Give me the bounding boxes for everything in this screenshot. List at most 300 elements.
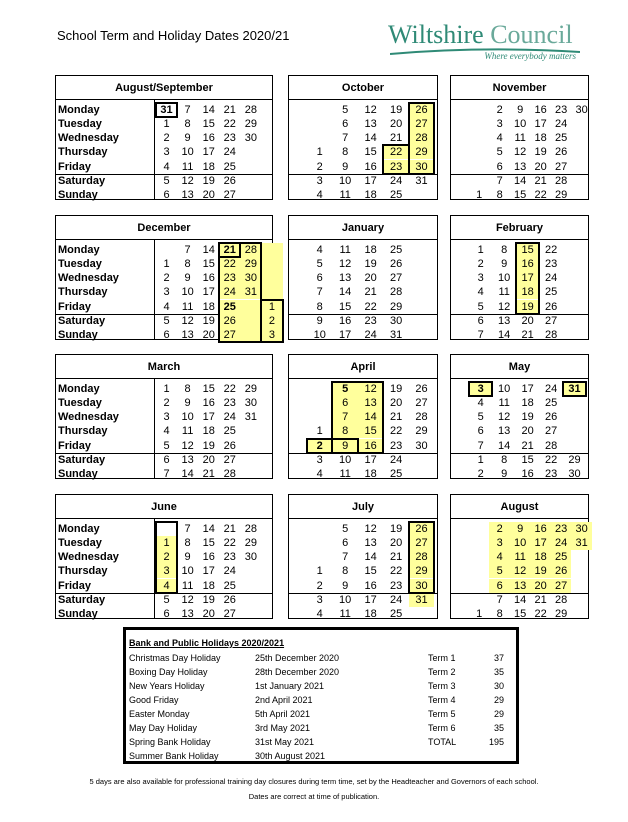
date-cell: 10 xyxy=(498,272,511,284)
month-may xyxy=(450,354,589,479)
date-cell: 20 xyxy=(389,537,403,549)
date-cell: 9 xyxy=(501,258,508,270)
date-cell: 22 xyxy=(534,608,547,620)
date-cell: 26 xyxy=(544,411,558,423)
date-cell: 9 xyxy=(342,580,349,592)
date-cell: 23 xyxy=(389,580,403,592)
date-cell: 16 xyxy=(516,257,539,271)
date-cell: 13 xyxy=(510,579,530,593)
label-separator xyxy=(154,379,155,478)
month-grid xyxy=(55,100,273,200)
month-name: July xyxy=(288,494,438,519)
date-cell: 27 xyxy=(409,536,434,550)
day-label-tuesday: Tuesday xyxy=(58,258,102,270)
logo-wordmark: Wiltshire Council xyxy=(388,20,573,49)
date-cell: 7 xyxy=(342,551,349,563)
date-cell: 23 xyxy=(544,468,558,480)
date-cell: 12 xyxy=(339,258,352,270)
date-cell: 13 xyxy=(181,454,194,466)
date-cell: 14 xyxy=(358,410,383,424)
date-cell: 12 xyxy=(181,175,194,187)
holiday-name: Boxing Day Holiday xyxy=(129,667,208,677)
date-cell: 11 xyxy=(498,286,510,298)
date-cell: 5 xyxy=(477,411,484,423)
holiday-date: 31st May 2021 xyxy=(255,737,315,747)
date-cell: 15 xyxy=(339,301,352,313)
date-cell: 30 xyxy=(568,468,581,480)
date-cell: 17 xyxy=(516,271,539,285)
date-cell: 9 xyxy=(510,522,530,536)
date-cell: 30 xyxy=(389,315,403,327)
month-october xyxy=(288,75,438,200)
date-cell: 16 xyxy=(202,397,215,409)
date-cell: 26 xyxy=(219,314,240,328)
date-cell: 6 xyxy=(316,272,323,284)
date-cell: 4 xyxy=(316,608,323,620)
month-december xyxy=(55,215,276,341)
date-cell: 1 xyxy=(316,146,323,158)
date-cell: 2 xyxy=(307,439,332,453)
date-cell: 28 xyxy=(555,594,568,606)
date-cell: 11 xyxy=(339,189,351,201)
term-row xyxy=(428,652,508,665)
date-cell: 6 xyxy=(163,189,170,201)
date-cell: 1 xyxy=(476,608,483,620)
date-cell: 24 xyxy=(223,411,236,423)
date-cell: 8 xyxy=(496,189,503,201)
date-cell: 6 xyxy=(477,315,484,327)
date-cell: 24 xyxy=(223,146,236,158)
month-name: May xyxy=(450,354,589,379)
date-cell: 13 xyxy=(181,189,194,201)
date-cell: 2 xyxy=(477,258,484,270)
date-cell: 3 xyxy=(163,286,170,298)
holiday-date: 2nd April 2021 xyxy=(255,695,313,705)
date-cell: 18 xyxy=(202,301,215,313)
date-cell: 15 xyxy=(358,424,383,438)
date-cell: 8 xyxy=(184,118,191,130)
term-name: Term 1 xyxy=(428,653,456,663)
date-cell: 27 xyxy=(389,272,403,284)
date-cell: 8 xyxy=(342,565,349,577)
date-cell: 6 xyxy=(163,329,170,341)
date-cell: 31 xyxy=(160,104,173,116)
date-cell: 14 xyxy=(498,440,511,452)
date-cell: 20 xyxy=(202,454,215,466)
date-cell: 6 xyxy=(332,396,357,410)
date-cell: 6 xyxy=(342,537,349,549)
day-label-saturday: Saturday xyxy=(58,175,106,187)
date-cell: 2 xyxy=(163,272,170,284)
date-cell: 14 xyxy=(339,286,352,298)
day-label-friday: Friday xyxy=(58,440,92,452)
holidays-panel xyxy=(123,627,519,764)
date-cell: 14 xyxy=(514,175,527,187)
date-cell: 4 xyxy=(163,161,170,173)
date-cell: 21 xyxy=(202,468,215,480)
date-cell: 3 xyxy=(156,564,177,578)
date-cell: 12 xyxy=(498,301,511,313)
date-cell: 4 xyxy=(156,579,177,593)
date-cell: 4 xyxy=(316,468,323,480)
date-cell: 20 xyxy=(530,579,550,593)
date-cell: 24 xyxy=(389,175,403,187)
date-cell: 3 xyxy=(163,146,170,158)
date-cell: 25 xyxy=(544,286,558,298)
date-cell: 29 xyxy=(555,608,568,620)
date-cell: 19 xyxy=(364,258,377,270)
date-cell xyxy=(240,300,261,314)
date-cell: 14 xyxy=(202,244,215,256)
date-cell: 13 xyxy=(358,396,383,410)
date-cell: 31 xyxy=(409,593,434,607)
date-cell: 7 xyxy=(184,104,191,116)
day-label-sunday: Sunday xyxy=(58,189,98,201)
date-cell: 18 xyxy=(364,189,377,201)
date-cell: 3 xyxy=(489,536,509,550)
date-cell: 18 xyxy=(202,580,215,592)
date-cell: 23 xyxy=(544,258,558,270)
date-cell: 27 xyxy=(223,608,236,620)
date-cell: 9 xyxy=(184,272,191,284)
date-cell: 24 xyxy=(364,329,377,341)
month-name: October xyxy=(288,75,438,100)
date-cell: 4 xyxy=(163,301,170,313)
date-cell: 5 xyxy=(342,523,349,535)
date-cell: 7 xyxy=(316,286,323,298)
date-cell: 2 xyxy=(261,314,282,328)
month-november xyxy=(450,75,589,200)
date-cell: 11 xyxy=(510,550,530,564)
date-cell: 26 xyxy=(223,594,236,606)
date-cell: 8 xyxy=(342,146,349,158)
date-cell: 22 xyxy=(223,383,236,395)
date-cell: 9 xyxy=(184,397,191,409)
month-grid xyxy=(450,519,589,619)
holiday-date: 30th August 2021 xyxy=(255,751,326,761)
date-cell: 25 xyxy=(544,397,558,409)
date-cell: 28 xyxy=(244,523,258,535)
date-cell: 1 xyxy=(477,244,484,256)
label-separator xyxy=(154,100,155,199)
date-cell: 1 xyxy=(163,118,170,130)
month-grid xyxy=(288,240,438,340)
holiday-name: Summer Bank Holiday xyxy=(129,751,219,761)
date-cell: 22 xyxy=(219,257,240,271)
holiday-date: 28th December 2020 xyxy=(255,667,340,677)
date-cell: 25 xyxy=(551,550,571,564)
date-cell: 13 xyxy=(339,272,352,284)
date-cell: 10 xyxy=(339,454,352,466)
date-cell: 15 xyxy=(202,118,215,130)
date-cell: 30 xyxy=(571,522,591,536)
date-cell: 26 xyxy=(409,103,434,117)
council-logo xyxy=(388,18,588,66)
date-cell: 11 xyxy=(339,244,351,256)
date-cell: 9 xyxy=(332,439,357,453)
date-cell: 24 xyxy=(555,118,568,130)
day-label-thursday: Thursday xyxy=(58,286,108,298)
month-june xyxy=(55,494,273,619)
holiday-row xyxy=(129,736,389,749)
date-cell: 22 xyxy=(389,565,403,577)
term-days: 37 xyxy=(493,653,504,663)
term-row xyxy=(428,694,508,707)
date-cell: 21 xyxy=(389,551,403,563)
month-grid xyxy=(288,379,438,479)
term-row xyxy=(428,680,508,693)
date-cell: 24 xyxy=(219,285,240,299)
month-name: November xyxy=(450,75,589,100)
date-cell: 8 xyxy=(332,424,357,438)
date-cell: 14 xyxy=(498,329,511,341)
date-cell: 15 xyxy=(202,537,215,549)
footnote-publication: Dates are correct at time of publication. xyxy=(248,792,380,801)
date-cell: 3 xyxy=(477,272,484,284)
month-grid xyxy=(288,519,438,619)
date-cell: 12 xyxy=(514,146,527,158)
date-cell: 17 xyxy=(530,536,550,550)
date-cell xyxy=(261,243,282,257)
date-cell: 2 xyxy=(496,104,503,116)
date-cell: 12 xyxy=(358,382,383,396)
date-cell: 8 xyxy=(184,258,191,270)
term-days: 35 xyxy=(493,667,504,677)
date-cell: 3 xyxy=(316,594,323,606)
date-cell: 3 xyxy=(469,382,492,396)
date-cell: 3 xyxy=(163,411,170,423)
date-cell: 5 xyxy=(163,175,170,187)
term-row xyxy=(428,736,508,749)
date-cell: 31 xyxy=(571,536,591,550)
date-cell: 18 xyxy=(534,132,547,144)
date-cell: 27 xyxy=(223,454,236,466)
holiday-row xyxy=(129,708,389,721)
date-cell: 21 xyxy=(364,286,377,298)
date-cell: 5 xyxy=(163,315,170,327)
date-cell: 5 xyxy=(332,382,357,396)
month-march xyxy=(55,354,273,479)
date-cell: 13 xyxy=(498,425,511,437)
date-cell: 4 xyxy=(477,286,484,298)
date-cell: 31 xyxy=(240,285,261,299)
holidays-title: Bank and Public Holidays 2020/2021 xyxy=(129,638,285,648)
month-name: August xyxy=(450,494,589,519)
date-cell: 4 xyxy=(316,244,323,256)
date-cell: 10 xyxy=(181,411,194,423)
day-label-saturday: Saturday xyxy=(58,594,106,606)
date-cell: 15 xyxy=(202,258,215,270)
day-label-wednesday: Wednesday xyxy=(58,272,119,284)
date-cell: 28 xyxy=(389,286,403,298)
date-cell: 2 xyxy=(316,161,323,173)
date-cell: 5 xyxy=(163,440,170,452)
date-cell: 28 xyxy=(240,243,261,257)
footnote-training-days: 5 days are also available for professional training day closures during term time, set by the Headteacher and Governors of each school. xyxy=(89,777,539,786)
date-cell: 15 xyxy=(202,383,215,395)
holiday-name: Easter Monday xyxy=(129,709,190,719)
month-grid xyxy=(55,240,276,341)
date-cell: 19 xyxy=(521,411,534,423)
month-name: January xyxy=(288,215,438,240)
date-cell: 6 xyxy=(477,425,484,437)
holiday-row xyxy=(129,694,389,707)
date-cell: 19 xyxy=(389,104,403,116)
date-cell: 30 xyxy=(415,440,428,452)
date-cell: 26 xyxy=(389,258,403,270)
date-cell: 13 xyxy=(364,537,377,549)
term-row xyxy=(428,666,508,679)
date-cell: 23 xyxy=(223,132,236,144)
date-cell: 4 xyxy=(489,550,509,564)
term-days: 35 xyxy=(493,723,504,733)
holiday-name: Good Friday xyxy=(129,695,179,705)
term-row xyxy=(428,708,508,721)
date-cell: 1 xyxy=(156,536,177,550)
date-cell: 14 xyxy=(202,104,215,116)
month-name: August/September xyxy=(55,75,273,100)
date-cell: 18 xyxy=(364,468,377,480)
date-cell: 7 xyxy=(163,468,170,480)
date-cell: 23 xyxy=(364,315,377,327)
date-cell: 14 xyxy=(181,468,194,480)
date-cell: 28 xyxy=(544,440,558,452)
date-cell: 28 xyxy=(415,411,428,423)
month-august xyxy=(450,494,589,619)
date-cell: 21 xyxy=(219,243,240,257)
date-cell: 24 xyxy=(389,594,403,606)
date-cell: 15 xyxy=(364,565,377,577)
date-cell: 14 xyxy=(364,551,377,563)
date-cell: 18 xyxy=(364,244,377,256)
month-august-september xyxy=(55,75,273,200)
holiday-row xyxy=(129,652,389,665)
date-cell: 10 xyxy=(181,146,194,158)
holiday-date: 3rd May 2021 xyxy=(255,723,311,733)
holiday-date: 1st January 2021 xyxy=(255,681,325,691)
date-cell: 13 xyxy=(181,608,194,620)
date-cell: 4 xyxy=(477,397,484,409)
date-cell: 19 xyxy=(202,594,215,606)
date-cell: 9 xyxy=(501,468,508,480)
day-label-monday: Monday xyxy=(58,244,100,256)
date-cell: 25 xyxy=(389,189,403,201)
date-cell: 19 xyxy=(534,146,547,158)
date-cell: 28 xyxy=(409,131,434,145)
date-cell: 17 xyxy=(364,454,377,466)
date-cell: 20 xyxy=(521,315,534,327)
document-title: School Term and Holiday Dates 2020/21 xyxy=(57,28,290,43)
date-cell: 16 xyxy=(521,468,534,480)
date-cell: 19 xyxy=(202,315,215,327)
date-cell: 26 xyxy=(544,301,558,313)
date-cell: 11 xyxy=(181,301,194,313)
date-cell: 16 xyxy=(364,161,377,173)
date-cell: 20 xyxy=(202,608,215,620)
date-cell: 22 xyxy=(383,145,408,159)
date-cell xyxy=(261,285,282,299)
day-label-tuesday: Tuesday xyxy=(58,397,102,409)
month-grid xyxy=(55,519,273,619)
date-cell: 31 xyxy=(415,175,428,187)
date-cell: 26 xyxy=(409,522,434,536)
date-cell: 10 xyxy=(510,536,530,550)
month-april xyxy=(288,354,438,479)
holiday-name: Spring Bank Holiday xyxy=(129,737,211,747)
date-cell: 11 xyxy=(339,468,351,480)
date-cell: 27 xyxy=(555,161,568,173)
date-cell: 1 xyxy=(476,189,483,201)
date-cell: 28 xyxy=(244,104,258,116)
day-label-sunday: Sunday xyxy=(58,468,98,480)
date-cell: 19 xyxy=(202,440,215,452)
date-cell: 19 xyxy=(389,523,403,535)
date-cell: 4 xyxy=(163,425,170,437)
date-cell: 29 xyxy=(244,537,258,549)
date-cell: 25 xyxy=(223,580,236,592)
date-cell: 14 xyxy=(364,132,377,144)
date-cell: 22 xyxy=(544,454,558,466)
date-cell: 19 xyxy=(389,383,403,395)
date-cell: 20 xyxy=(389,118,403,130)
date-cell: 26 xyxy=(551,564,571,578)
date-cell: 18 xyxy=(364,608,377,620)
date-cell: 12 xyxy=(181,440,194,452)
date-cell: 23 xyxy=(555,104,568,116)
date-cell: 28 xyxy=(544,329,558,341)
date-cell: 5 xyxy=(316,258,323,270)
date-cell: 25 xyxy=(555,132,568,144)
date-cell: 3 xyxy=(261,328,282,342)
date-cell: 1 xyxy=(316,565,323,577)
day-label-wednesday: Wednesday xyxy=(58,551,119,563)
date-cell: 17 xyxy=(534,118,547,130)
date-cell: 18 xyxy=(516,285,539,299)
date-cell: 10 xyxy=(313,329,326,341)
date-cell: 11 xyxy=(181,161,194,173)
date-cell: 29 xyxy=(240,257,261,271)
date-cell: 12 xyxy=(364,523,377,535)
date-cell: 16 xyxy=(202,132,215,144)
day-label-saturday: Saturday xyxy=(58,315,106,327)
date-cell: 16 xyxy=(530,522,550,536)
day-label-tuesday: Tuesday xyxy=(58,118,102,130)
date-cell: 13 xyxy=(498,315,511,327)
date-cell: 24 xyxy=(389,454,403,466)
date-cell: 30 xyxy=(409,160,434,174)
day-label-sunday: Sunday xyxy=(58,608,98,620)
date-cell: 12 xyxy=(510,564,530,578)
term-days: 29 xyxy=(493,709,504,719)
date-cell: 30 xyxy=(575,104,588,116)
date-cell: 7 xyxy=(332,410,357,424)
date-cell: 8 xyxy=(501,244,508,256)
date-cell: 17 xyxy=(202,411,215,423)
date-cell: 7 xyxy=(496,594,503,606)
date-cell xyxy=(240,328,261,342)
month-name: March xyxy=(55,354,273,379)
date-cell: 7 xyxy=(184,244,191,256)
term-name: Term 6 xyxy=(428,723,456,733)
date-cell: 30 xyxy=(240,271,261,285)
date-cell: 31 xyxy=(244,411,258,423)
date-cell: 15 xyxy=(521,454,534,466)
date-cell: 21 xyxy=(389,411,403,423)
date-cell: 5 xyxy=(163,594,170,606)
date-cell: 18 xyxy=(202,425,215,437)
month-grid xyxy=(288,100,438,200)
date-cell: 26 xyxy=(415,383,428,395)
